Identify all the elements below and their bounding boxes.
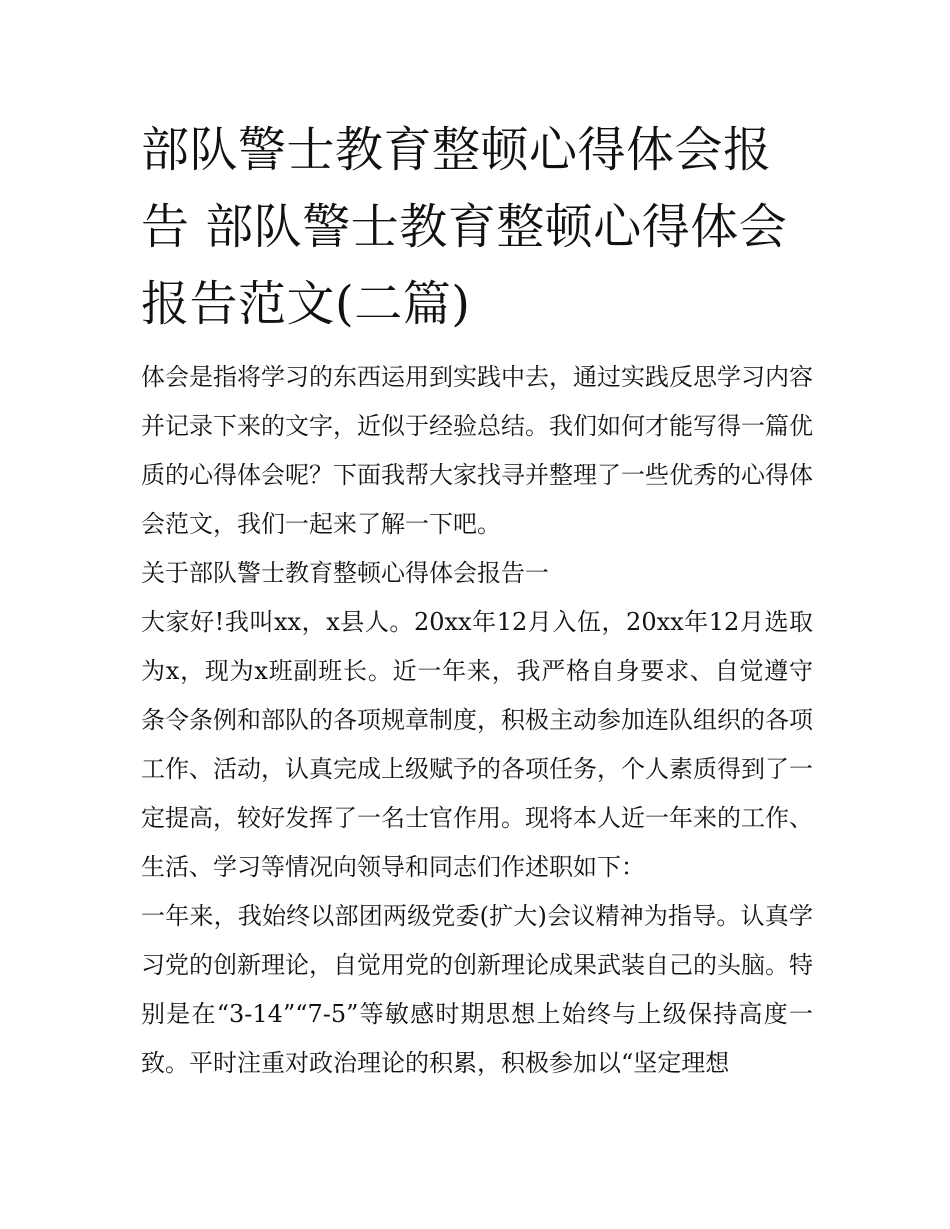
body-paragraph: 大家好!我叫xx，x县人。20xx年12月入伍，20xx年12月选取为x，现为x班副班长。近一年来，我严格自身要求、自觉遵守条令条例和部队的各项规章制度，积极主动参加连队组织的各项工作、活动，认真完成上级赋予的各项任务，个人素质得到了一定提高，较好发挥了一名士官作用。现将本人近一年来的工作、生活、学习等情况向领导和同志们作述职如下： — [141, 608, 813, 881]
document-page — [141, 112, 813, 1088]
section-heading: 关于部队警士教育整顿心得体会报告一 — [141, 559, 549, 587]
document-body — [141, 353, 813, 1088]
intro-paragraph: 体会是指将学习的东西运用到实践中去，通过实践反思学习内容并记录下来的文字，近似于经验总结。我们如何才能写得一篇优质的心得体会呢？下面我帮大家找寻并整理了一些优秀的心得体会范文，我们一起来了解一下吧。 — [141, 363, 813, 538]
document-title: 部队警士教育整顿心得体会报告 部队警士教育整顿心得体会报告范文(二篇) — [141, 122, 788, 332]
body-paragraph: 一年来，我始终以部团两级党委(扩大)会议精神为指导。认真学习党的创新理论，自觉用党的创新理论成果武装自己的头脑。特别是在“3-14”“7-5”等敏感时期思想上始终与上级保持高度一致。平时注重对政治理论的积累，积极参加以“坚定理想 — [141, 902, 813, 1077]
